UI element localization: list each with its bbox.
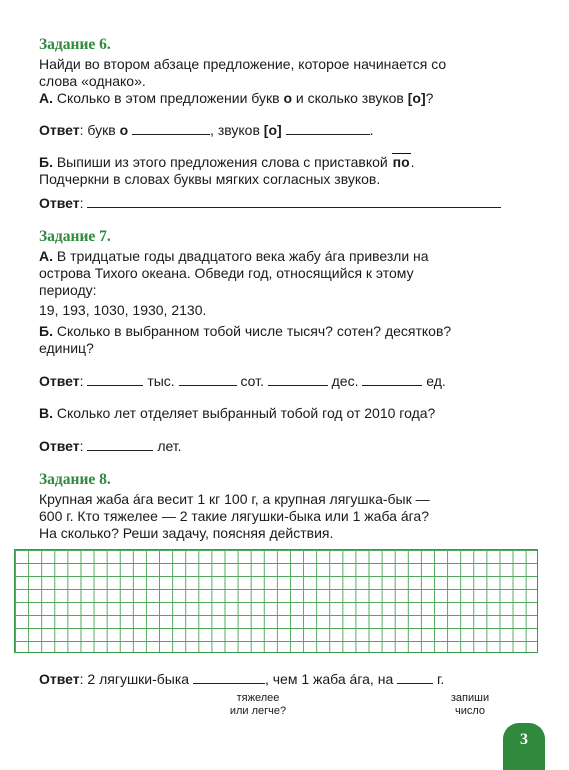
task7-answer-b: Ответ: тыс. сот. дес. ед. (39, 373, 446, 389)
answer-letter: о (119, 122, 129, 138)
task7-years[interactable]: 19, 193, 1030, 1930, 2130. (39, 302, 207, 318)
task8-line2: 600 г. Кто тяжелее — 2 такие лягушки-быка или 1 жаба áга? (39, 508, 429, 524)
task6-answer-a: Ответ: букв о , звуков [о] . (39, 122, 374, 138)
task7-a-text1: В тридцатые годы двадцатого века жабу áга привезли на (56, 248, 429, 264)
answer-blank-number[interactable] (397, 671, 433, 684)
task6-a-letter: о (283, 90, 293, 106)
task6-b-prefix-word: по (392, 154, 410, 170)
hint2-line1: запиши (450, 692, 490, 704)
unit-hundreds: сот. (240, 373, 264, 389)
answer-text1: 2 лягушки-быка (87, 671, 190, 687)
answer-blank-years[interactable] (87, 438, 153, 451)
answer-text2: , чем 1 жаба áга, на (264, 671, 394, 687)
answer-label: Ответ (39, 122, 80, 138)
task6-b-text1: Выпиши из этого предложения слова с приставкой (56, 154, 388, 170)
answer-blank-letters[interactable] (132, 122, 210, 135)
task7-b-line1 (39, 322, 451, 340)
task6-line1: Найди во втором абзаце предложение, которое начинается со (39, 56, 447, 72)
answer-blank-comparison[interactable] (193, 671, 265, 684)
task8-line3: На сколько? Реши задачу, поясняя действия. (39, 525, 334, 541)
page-number: 3 (520, 731, 528, 748)
task7-b-text1: Сколько в выбранном тобой числе тысяч? сотен? десятков? (56, 323, 452, 339)
task7-heading: Задание 7. (39, 228, 111, 245)
answer-blank-line[interactable] (87, 195, 501, 208)
answer-blank-units[interactable] (362, 373, 422, 386)
task6-a-text1: Сколько в этом предложении букв (56, 90, 280, 106)
unit-years: лет. (157, 438, 182, 454)
task6-a-qmark: ? (425, 90, 434, 106)
answer-label: Ответ (39, 671, 80, 687)
unit-thousands: тыс. (147, 373, 175, 389)
task6-question-b (39, 153, 415, 171)
task7-v-line (39, 404, 435, 422)
task6-question-a (39, 89, 433, 107)
task7-a-line3: периоду: (39, 282, 97, 298)
hint-write-number (440, 692, 500, 718)
task7-b-line2: единиц? (39, 340, 94, 356)
answer-label: Ответ (39, 373, 80, 389)
unit-tens: дес. (331, 373, 359, 389)
answer-label: Ответ (39, 438, 80, 454)
unit-units: ед. (426, 373, 446, 389)
answer-blank-sounds[interactable] (286, 122, 370, 135)
hint1-line2: или легче? (229, 705, 287, 717)
task7-v-text: Сколько лет отделяет выбранный тобой год от 2010 года? (56, 405, 436, 421)
task7-a-line1 (39, 247, 429, 265)
task8-line1: Крупная жаба áга весит 1 кг 100 г, а крупная лягушка-бык — (39, 491, 430, 507)
task6-a-text2: и сколько звуков (295, 90, 404, 106)
answer-sound: [о] (263, 122, 282, 138)
task8-answer: Ответ: 2 лягушки-быка , чем 1 жаба áга, на г. (39, 671, 445, 687)
hint-heavier-lighter (222, 692, 294, 718)
page-number-tab (503, 723, 545, 770)
task6-line2: слова «однако». (39, 73, 146, 89)
task7-answer-v: Ответ: лет. (39, 438, 182, 454)
task7-a-label: А. (39, 248, 53, 264)
task6-b-dot: . (410, 154, 415, 170)
task7-b-label: Б. (39, 323, 53, 339)
task6-b-label: Б. (39, 154, 53, 170)
answer-sounds-label: звуков (217, 122, 260, 138)
solution-grid[interactable] (14, 549, 538, 653)
task6-answer-b: Ответ: (39, 194, 501, 212)
answer-label: Ответ (39, 195, 80, 211)
task6-heading: Задание 6. (39, 36, 111, 53)
task7-v-label: В. (39, 405, 53, 421)
task8-heading: Задание 8. (39, 471, 111, 488)
task6-a-label: А. (39, 90, 53, 106)
hint2-line2: число (454, 705, 486, 717)
hint1-line1: тяжелее (236, 692, 280, 704)
answer-blank-thousands[interactable] (87, 373, 143, 386)
answer-unit: г. (437, 671, 445, 687)
task6-a-sound: [о] (407, 90, 426, 106)
answer-blank-hundreds[interactable] (179, 373, 237, 386)
task6-b-line2: Подчеркни в словах буквы мягких согласных звуков. (39, 171, 381, 187)
answer-blank-tens[interactable] (268, 373, 328, 386)
answer-letters-label: букв (87, 122, 116, 138)
task7-a-line2: острова Тихого океана. Обведи год, относящийся к этому (39, 265, 414, 281)
